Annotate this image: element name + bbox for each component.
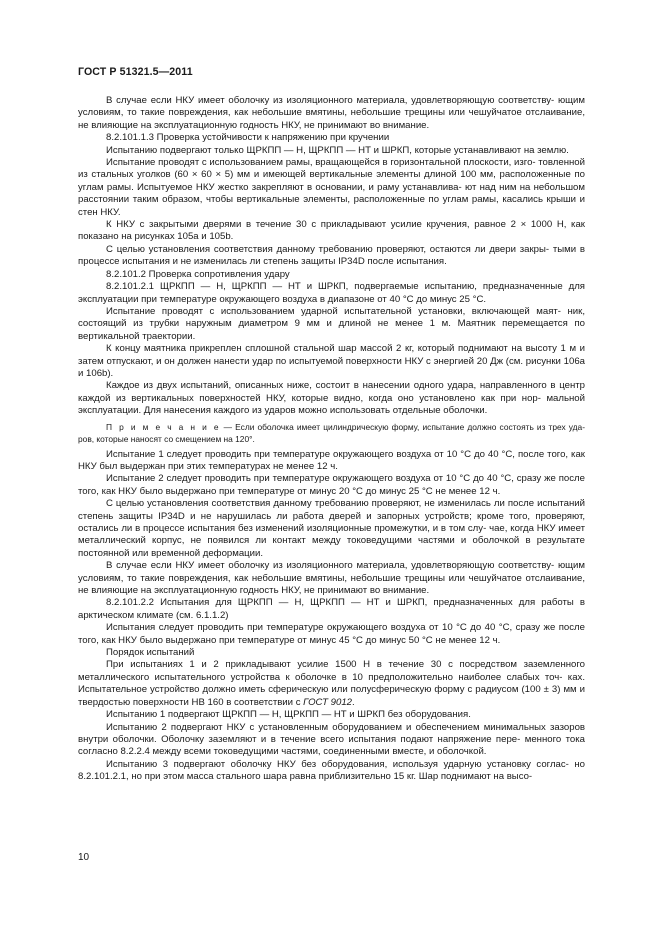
paragraph: В случае если НКУ имеет оболочку из изоляционного материала, удовлетворяющую соответству- ющим условиям, то такие повреждения, как небольшие вмятины, небольшие трещины или чешуйчатое отслаивание, не влияющие на эксплуатационную годность НКУ, не принимают во внимание. <box>78 560 585 597</box>
paragraph: Испытание проводят с использованием рамы, вращающейся в горизонтальной плоскости, изго- товленной из стальных уголков (60 × 60 × 5) мм и имеющей вертикальные элементы длиной 100 мм, расположенные по углам рамы. Испытуемое НКУ жестко закрепляют в основании, и раму устанавлива- ют над ним на небольшом расстоянии таким образом, чтобы вертикальные элементы, расположенные по углам рамы, касались крыши и стен НКУ. <box>78 157 585 218</box>
paragraph: Испытание 2 следует проводить при температуре окружающего воздуха от 10 °С до 40 °С, сразу же после того, как НКУ было выдержано при температуре от минус 20 °С до минус 25 °С не менее 12 ч. <box>78 473 585 497</box>
note <box>78 421 585 445</box>
paragraph: Испытанию 2 подвергают НКУ с установленным оборудованием и обеспечением минимальных зазоров внутри оболочки. Оболочку заземляют и в течение всего испытания подают напряжение пере- менного тока согласно 8.2.2.4 между всеми токоведущими частями, соединенными вместе, и оболочкой. <box>78 721 585 758</box>
section-heading: 8.2.101.1.3 Проверка устойчивости к напряжению при кручении <box>106 132 390 144</box>
paragraph: Каждое из двух испытаний, описанных ниже, состоит в нанесении одного удара, направленного в центр каждой из вертикальных поверхностей НКУ, которые видно, когда оно установлено как при нор- мальной эксплуатации. Для нанесения каждого из ударов можно использовать отдельные оболочки. <box>78 380 585 417</box>
page-number: 10 <box>78 852 90 863</box>
paragraph: К концу маятника прикреплен сплошной стальной шар массой 2 кг, который поднимают на высоту 1 м и затем отпускают, и он должен нанести удар по испытуемой поверхности НКУ с энергией 20 Дж (см. рисунки 106а и 106b). <box>78 343 585 379</box>
section-heading: 8.2.101.2 Проверка сопротивления удару <box>106 268 290 280</box>
document-body <box>78 95 585 784</box>
paragraph: Испытание проводят с использованием ударной испытательной установки, включающей маят- ник, состоящий из трубки наружным диаметром 9 мм и длиной не менее 1 м. Маятник перемещается по вертикальной траектории. <box>78 305 585 342</box>
section-heading: 8.2.101.2.2 Испытания для ЩРКПП — Н, ЩРКПП — НТ и ШРКП, предназначенных для работы в арктическом климате (см. 6.1.1.2) <box>78 597 585 621</box>
paragraph: С целью установления соответствия данному требованию проверяют, не изменилась ли после испытаний степень защиты IP34D и не нарушилась ли работа дверей и запорных устройств; кроме того, проверяют, остались ли в процессе испытания без изменений изоляционные промежутки, и в том слу- чае, когда НКУ имеет металлический корпус, не появился ли контакт между токоведущими частями и оболочкой в результате постоянной или временной деформации. <box>78 498 585 559</box>
paragraph: С целью установления соответствия данному требованию проверяют, остаются ли двери закры- тыми в процессе испытания и не изменилась ли степень защиты IP34D после испытания. <box>78 243 585 268</box>
paragraph: Испытанию 1 подвергают ЩРКПП — Н, ЩРКПП — НТ и ШРКП без оборудования. <box>106 709 471 721</box>
paragraph: 8.2.101.2.1 ЩРКПП — Н, ЩРКПП — НТ и ШРКП, подвергаемые испытанию, предназначенные для эксплуатации при температуре окружающего воздуха в диапазоне от 40 °С до минус 25 °С. <box>78 281 585 305</box>
paragraph: Испытанию подвергают только ЩРКПП — Н, ЩРКПП — НТ и ШРКП, которые устанавливают на землю. <box>106 144 569 156</box>
paragraph: Испытания следует проводить при температуре окружающего воздуха от 10 °С до 40 °С, сразу же после того, как НКУ было выдержано при температуре от минус 45 °С до минус 50 °С не менее 12 ч. <box>78 622 585 646</box>
paragraph: В случае если НКУ имеет оболочку из изоляционного материала, удовлетворяющую соответству- ющим условиям, то такие повреждения, как небольшие вмятины, небольшие трещины или чешуйчатое отслаивание, не влияющие на эксплуатационную годность НКУ, не принимают во внимание. <box>78 95 585 131</box>
note-label: П р и м е ч а н и е <box>106 421 221 432</box>
gost-reference: ГОСТ 9012 <box>303 696 353 708</box>
paragraph-text-tail: . <box>352 696 355 708</box>
paragraph <box>78 659 585 709</box>
paragraph-heading: Порядок испытаний <box>106 647 195 659</box>
note-text: — Если оболочка имеет цилиндрическую форму, испытание должно состоять из трех уда- ров, которые наносят со смещением на 120°. <box>78 421 585 444</box>
paragraph: Испытанию 3 подвергают оболочку НКУ без оборудования, используя ударную установку соглас- но 8.2.101.2.1, но при этом масса стального шара равна приблизительно 15 кг. Шар поднимают на высо- <box>78 758 585 783</box>
paragraph-text: При испытаниях 1 и 2 прикладывают усилие 1500 Н в течение 30 с посредством заземленного металлического испытательного устройства к оболочке в 10 предположительно наиболее слабых точ- ках. Испытательное устройство должно иметь сферическую или полусферическую форму с радиусом (100 ± 3) мм и твердостью поверхности НВ 160 в соответствии с <box>78 659 585 708</box>
document-header: ГОСТ Р 51321.5—2011 <box>78 66 193 78</box>
paragraph: К НКУ с закрытыми дверями в течение 30 с прикладывают усилие кручения, равное 2 × 1000 Н, как показано на рисунках 105а и 105b. <box>78 219 585 243</box>
paragraph: Испытание 1 следует проводить при температуре окружающего воздуха от 10 °С до 40 °С, после того, как НКУ был выдержан при этих температурах не менее 12 ч. <box>78 448 585 472</box>
